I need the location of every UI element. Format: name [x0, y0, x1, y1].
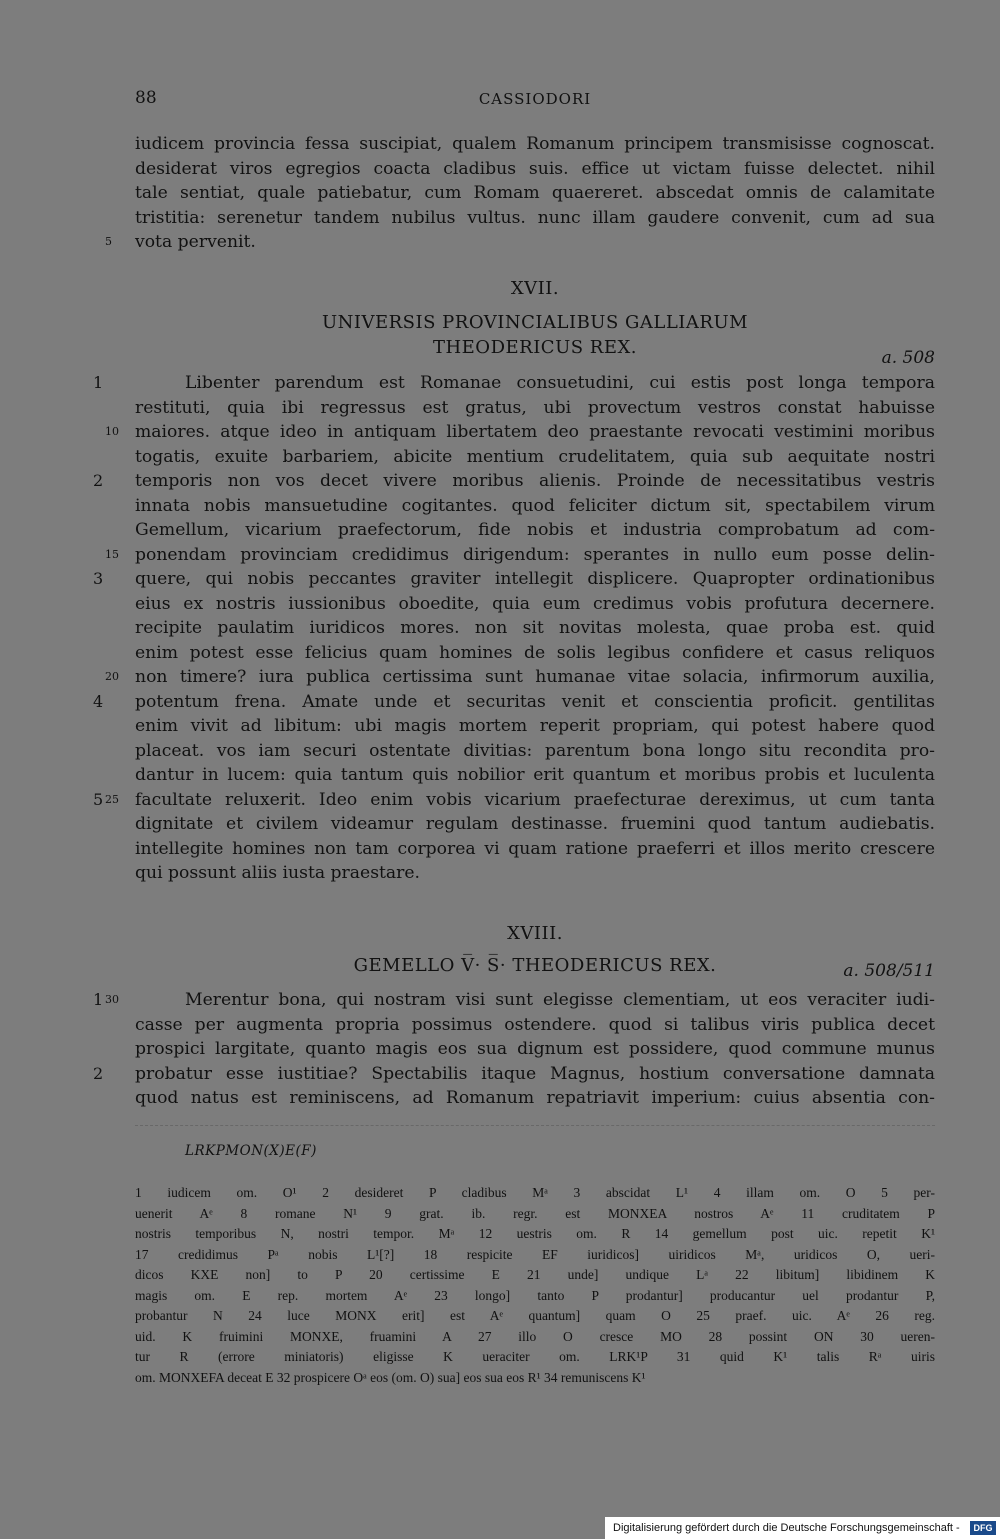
- dfg-logo: DFG: [970, 1521, 996, 1535]
- line-text: probantur N 24 luce MONX erit] est Aᵉ quantum] quam O 25 praef. uic. Aᵉ 26 reg.: [135, 1308, 935, 1323]
- text-line: [135, 1286, 935, 1307]
- text-line: [93, 371, 935, 396]
- text-line: [135, 812, 935, 837]
- line-text: togatis, exuite barbariem, abicite mentium crudelitatem, quia sub aequitate nostri: [135, 446, 935, 467]
- footer-text: Digitalisierung gefördert durch die Deutsche Forschungsgemeinschaft -: [613, 1522, 960, 1534]
- text-line: [135, 641, 935, 666]
- letter-date: a. 508: [881, 348, 935, 368]
- text-line: [93, 469, 935, 494]
- text-line: [135, 763, 935, 788]
- line-number: 10: [105, 425, 119, 438]
- line-text: Gemellum, vicarium praefectorum, fide nobis et industria comprobatum ad com-: [135, 520, 935, 540]
- text-line: [105, 665, 935, 690]
- text-line: [105, 420, 935, 445]
- paragraph-number: 5: [93, 789, 104, 809]
- line-text: om. MONXEFA deceat E 32 prospicere Oᵃ eos (om. O) sua] eos sua eos R¹ 34 remuniscens K¹: [135, 1369, 646, 1385]
- line-text: tur R (errore miniatoris) eligisse K ueraciter om. LRK¹P 31 quid K¹ talis Rᵃ uiris: [135, 1349, 935, 1364]
- line-number: 20: [105, 670, 119, 683]
- text-line: [135, 837, 935, 862]
- critical-apparatus: [135, 1183, 935, 1388]
- line-text: intellegite homines non tam corporea vi quam ratione praeferri et illos merito crescere: [135, 838, 935, 859]
- text-line: [135, 494, 935, 519]
- text-line: [135, 1347, 935, 1368]
- line-text: magis om. E rep. mortem Aᵉ 23 longo] tanto P prodantur] producantur uel prodantur P,: [135, 1287, 935, 1303]
- text-line: [135, 714, 935, 739]
- line-text: facultate reluxerit. Ideo enim vobis vicarium praefecturae dereximus, ut cum tanta: [135, 789, 935, 810]
- text-line: [135, 1245, 935, 1266]
- line-number: 5: [105, 235, 112, 248]
- line-text: Merentur bona, qui nostram visi sunt elegisse clementiam, ut eos veraciter iudi-: [185, 990, 935, 1010]
- line-text: nostris temporibus N, nostri tempor. Mᵃ 12 uestris om. R 14 gemellum post uic. repetit K¹: [135, 1226, 935, 1241]
- footnote-divider: [135, 1125, 935, 1126]
- letter-date-row: [135, 961, 935, 985]
- text-line: [93, 988, 935, 1013]
- text-line: [135, 518, 935, 543]
- line-text: 1 iudicem om. O¹ 2 desideret P cladibus Mᵃ 3 abscidat L¹ 4 illam om. O 5 per-: [135, 1185, 935, 1200]
- text-line: [135, 1368, 935, 1389]
- text-line: [135, 1265, 935, 1286]
- line-text: 17 credidimus Pᵃ nobis L¹[?] 18 respicite EF iuridicos] uiridicos Mᵃ, uridicos O, ueri-: [135, 1246, 935, 1262]
- text-line: [135, 157, 935, 182]
- line-text: vota pervenit.: [135, 232, 256, 252]
- line-text: uid. K fruimini MONXE, fruamini A 27 illo O cresce MO 28 possint ON 30 ueren-: [135, 1328, 935, 1344]
- text-line: [135, 181, 935, 206]
- line-text: restituti, quia ibi regressus est gratus, ubi provectum vestros constat habuisse: [135, 397, 935, 418]
- letter-address: UNIVERSIS PROVINCIALIBUS GALLIARUM: [321, 312, 749, 333]
- line-text: casse per augmenta propria possimus ostendere. quod si talibus viris publica decet: [135, 1014, 935, 1035]
- line-text: uenerit Aᵉ 8 romane N¹ 9 grat. ib. regr. est MONXEA nostros Aᵉ 11 cruditatem P: [135, 1205, 935, 1221]
- line-number: 15: [105, 547, 119, 561]
- line-text: tale sentiat, quale patiebatur, cum Romam quaereret. abscedat omnis de calamitate: [135, 183, 935, 203]
- line-text: quod natus est reminiscens, ad Romanum repatriavit imperium: cuius absentia con-: [135, 1088, 935, 1108]
- paragraph-number: 3: [93, 569, 104, 588]
- letter-number: XVII.: [510, 278, 560, 299]
- line-text: dignitate et civilem videamur regulam destinasse. fruemini quod tantum audiebatis.: [135, 814, 935, 834]
- line-text: enim potest esse felicius quam homines de solis legibus confidere et casus reliquos: [135, 642, 935, 663]
- text-line: [105, 543, 935, 568]
- letter-body: [93, 371, 935, 886]
- line-text: tristitia: serenetur tandem nubilus vultus. nunc illam gaudere convenit, cum ad sua: [135, 207, 935, 228]
- letter-number: XVIII.: [507, 923, 563, 944]
- running-header: [135, 88, 935, 114]
- text-line: [135, 1183, 935, 1204]
- line-text: qui possunt aliis iusta praestare.: [135, 863, 421, 883]
- line-text: desiderat viros egregios coacta cladibus suis. effice ut victam fuisse delectet. nihil: [135, 158, 935, 179]
- text-line: [135, 1086, 935, 1111]
- line-text: maiores. atque ideo in antiquam libertatem deo praestante revocati vestimini moribus: [135, 422, 935, 442]
- line-text: potentum frena. Amate unde et securitas venit et conscientia proficit. gentilitas: [135, 691, 935, 712]
- text-line: [93, 788, 935, 813]
- text-line: [93, 567, 935, 592]
- text-line: [135, 592, 935, 617]
- paragraph-number: 4: [93, 691, 104, 711]
- line-text: innata nobis mansuetudine cogitantes. quod feliciter dictum sit, spectabilem virum: [135, 495, 935, 516]
- line-text: non timere? iura publica certissima sunt humanae vitae solacia, infirmorum auxilia,: [135, 667, 935, 687]
- line-text: recipite paulatim iuridicos mores. non sit novitas molesta, quae proba est. quid: [135, 618, 935, 638]
- page-number: 88: [135, 88, 157, 108]
- line-number: 25: [105, 792, 119, 806]
- text-line: [135, 132, 935, 157]
- text-line: [135, 445, 935, 470]
- text-line: [135, 1013, 935, 1038]
- line-text: enim vivit ad libitum: ubi magis mortem reperit propriam, qui potest habere quod: [135, 716, 935, 736]
- text-line: [135, 739, 935, 764]
- letter-body: [93, 988, 935, 1111]
- line-text: dantur in lucem: quia tantum quis nobilior erit quantum et moribus probis et luculenta: [135, 765, 935, 785]
- running-title: CASSIODORI: [478, 90, 592, 108]
- letter-address: GEMELLO V̅· S̅· THEODERICUS REX.: [353, 955, 717, 976]
- paragraph-number: 1: [93, 373, 104, 392]
- line-text: prospici largitate, quanto magis eos sua dignum est possidere, quod commune munus: [135, 1039, 935, 1059]
- manuscript-sigla: LRKPMON(X)E(F): [185, 1143, 317, 1159]
- line-text: probatur esse iustitiae? Spectabilis itaque Magnus, hostium conversatione damnata: [135, 1063, 935, 1084]
- text-line: [135, 206, 935, 231]
- letter-date: a. 508/511: [843, 961, 935, 981]
- line-text: eius ex nostris iussionibus oboedite, quia eum credimus vobis profutura decernere.: [135, 593, 935, 614]
- text-line: [135, 1204, 935, 1225]
- text-line: [105, 230, 935, 255]
- line-text: quere, qui nobis peccantes graviter intellegit displicere. Quapropter ordinationibus: [135, 569, 935, 589]
- letter-date-row: [135, 348, 935, 372]
- line-text: dicos KXE non] to P 20 certissime E 21 unde] undique Lᵃ 22 libitum] libidinem K: [135, 1267, 935, 1282]
- line-text: placeat. vos iam securi ostentate divitias: parentum bona longo situ recondita pro-: [135, 740, 935, 761]
- intro-paragraph: [105, 132, 935, 255]
- text-line: [135, 616, 935, 641]
- paragraph-number: 1: [93, 990, 104, 1009]
- text-line: [135, 1306, 935, 1327]
- line-text: iudicem provincia fessa suscipiat, qualem Romanum principem transmisisse cognoscat.: [135, 134, 935, 154]
- digitization-footer: [605, 1517, 1000, 1539]
- text-line: [135, 396, 935, 421]
- line-text: Libenter parendum est Romanae consuetudini, cui estis post longa tempora: [185, 373, 935, 393]
- text-line: [135, 1037, 935, 1062]
- text-line: [93, 690, 935, 715]
- paragraph-number: 2: [93, 471, 104, 490]
- line-text: ponendam provinciam credidimus dirigendum: sperantes in nullo eum posse delin-: [135, 544, 935, 565]
- line-number: 30: [105, 993, 119, 1006]
- letter-address-sender: THEODERICUS REX.: [432, 337, 638, 358]
- line-text: temporis non vos decet vivere moribus alienis. Proinde de necessitatibus vestris: [135, 471, 935, 491]
- text-line: [135, 1224, 935, 1245]
- text-line: [93, 1062, 935, 1087]
- text-line: [135, 1327, 935, 1348]
- paragraph-number: 2: [93, 1063, 104, 1083]
- text-line: [135, 861, 935, 886]
